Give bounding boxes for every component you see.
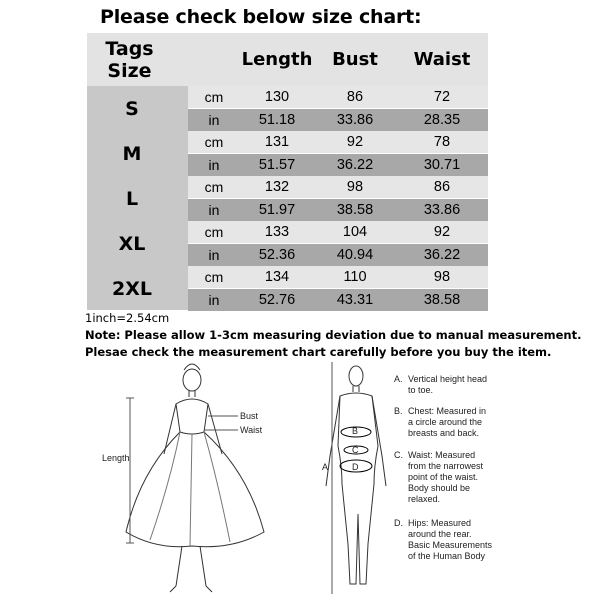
unit-label: cm bbox=[204, 179, 224, 195]
table-cell: 78 bbox=[433, 134, 451, 150]
legend-letter: C. bbox=[394, 450, 403, 460]
table-cell: 30.71 bbox=[423, 157, 461, 173]
tags-size-header bbox=[87, 33, 172, 86]
table-cell: 51.18 bbox=[258, 112, 296, 128]
table-cell: 104 bbox=[342, 224, 368, 240]
measurement-legend bbox=[394, 374, 493, 561]
legend-line: Vertical height head bbox=[408, 374, 488, 384]
table-cell: 92 bbox=[346, 134, 364, 150]
marker-a: A bbox=[322, 462, 329, 472]
legend-line: a circle around the bbox=[408, 417, 483, 427]
legend-line: to toe. bbox=[408, 385, 434, 395]
bust-label: Bust bbox=[240, 411, 259, 421]
legend-line: point of the waist. bbox=[408, 472, 479, 482]
unit-label: cm bbox=[204, 224, 224, 240]
legend-line: around the rear. bbox=[408, 529, 472, 539]
size-label-2xl: 2XL bbox=[112, 277, 152, 300]
unit-label: in bbox=[208, 247, 220, 263]
unit-label: in bbox=[208, 202, 220, 218]
table-cell: 86 bbox=[433, 179, 451, 195]
deviation-note: Note: Please allow 1-3cm measuring deviation due to manual measurement. bbox=[85, 328, 582, 342]
table-cell: 38.58 bbox=[336, 202, 374, 218]
legend-line: of the Human Body bbox=[408, 551, 486, 561]
table-cell: 133 bbox=[264, 224, 290, 240]
size-label-l: L bbox=[125, 187, 139, 210]
legend-letter: B. bbox=[394, 406, 403, 416]
marker-b: B bbox=[352, 426, 359, 436]
unit-label: cm bbox=[204, 89, 224, 105]
table-cell: 52.76 bbox=[258, 292, 296, 308]
legend-line: relaxed. bbox=[408, 494, 441, 504]
table-cell: 52.36 bbox=[258, 247, 296, 263]
table-cell: 28.35 bbox=[423, 112, 461, 128]
page-title: Please check below size chart: bbox=[100, 6, 422, 28]
column-header-length: Length bbox=[241, 49, 313, 70]
table-cell: 72 bbox=[433, 89, 451, 105]
marker-c: C bbox=[352, 445, 359, 455]
legend-line: breasts and back. bbox=[408, 428, 480, 438]
length-label: Length bbox=[102, 453, 130, 463]
legend-line: Waist: Measured bbox=[408, 450, 476, 460]
waist-label: Waist bbox=[240, 425, 263, 435]
body-head-icon bbox=[349, 366, 363, 386]
notes bbox=[85, 310, 581, 361]
table-cell: 134 bbox=[264, 269, 290, 285]
size-chart-table bbox=[87, 33, 488, 310]
table-cell: 51.97 bbox=[258, 202, 296, 218]
table-cell: 36.22 bbox=[423, 247, 461, 263]
unit-label: cm bbox=[204, 134, 224, 150]
unit-label: in bbox=[208, 292, 220, 308]
table-cell: 33.86 bbox=[336, 112, 374, 128]
table-cell: 131 bbox=[264, 134, 290, 150]
body-measurement-figure bbox=[318, 362, 518, 600]
table-cell: 110 bbox=[343, 269, 367, 285]
column-header-bust: Bust bbox=[332, 49, 378, 70]
size-label-m: M bbox=[122, 142, 142, 165]
dress-figure bbox=[100, 358, 300, 600]
unit-label: in bbox=[208, 157, 220, 173]
table-cell: 132 bbox=[264, 179, 290, 195]
table-cell: 92 bbox=[433, 224, 451, 240]
dress-head-icon bbox=[183, 369, 201, 391]
column-header-waist: Waist bbox=[413, 49, 471, 70]
table-cell: 98 bbox=[346, 179, 364, 195]
table-cell: 86 bbox=[346, 89, 364, 105]
marker-d: D bbox=[352, 462, 359, 472]
table-cell: 33.86 bbox=[423, 202, 461, 218]
table-cell: 130 bbox=[264, 89, 290, 105]
table-cell: 43.31 bbox=[336, 292, 374, 308]
legend-line: Basic Measurements bbox=[408, 540, 493, 550]
legend-letter: D. bbox=[394, 518, 403, 528]
size-label-s: S bbox=[125, 97, 139, 120]
table-cell: 36.22 bbox=[336, 157, 374, 173]
size-label-xl: XL bbox=[118, 232, 146, 255]
table-cell: 38.58 bbox=[423, 292, 461, 308]
tags-header-line-1: Tags bbox=[105, 37, 154, 60]
legend-line: Chest: Measured in bbox=[408, 406, 487, 416]
check-note: Plesae check the measurement chart carefully before you buy the item. bbox=[85, 345, 552, 359]
table-cell: 51.57 bbox=[258, 157, 296, 173]
conversion-note: 1inch=2.54cm bbox=[85, 311, 170, 325]
tags-header-line-2: Size bbox=[107, 59, 152, 82]
legend-line: from the narrowest bbox=[408, 461, 484, 471]
unit-label: cm bbox=[204, 269, 224, 285]
legend-line: Body should be bbox=[408, 483, 471, 493]
table-cell: 40.94 bbox=[336, 247, 374, 263]
legend-letter: A. bbox=[394, 374, 403, 384]
unit-label: in bbox=[208, 112, 220, 128]
legend-line: Hips: Measured bbox=[408, 518, 472, 528]
table-cell: 98 bbox=[433, 269, 451, 285]
